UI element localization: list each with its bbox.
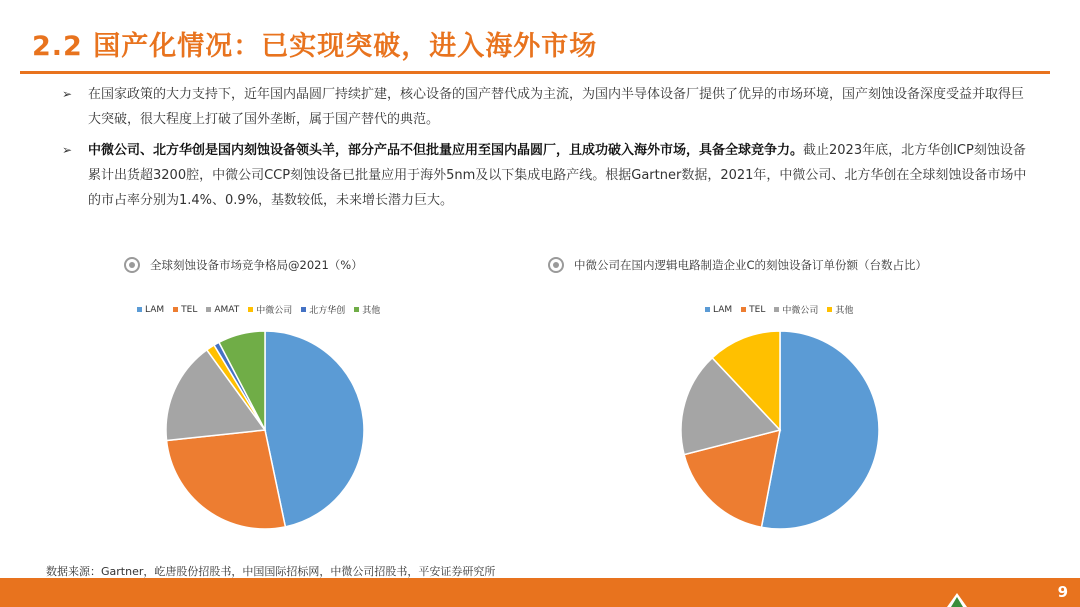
legend-item [206,305,239,315]
legend-swatch [206,307,211,312]
legend-swatch [774,307,779,312]
legend-label: 北方华创 [309,306,346,316]
bullet-bold-2: 中微公司、北方华创是国内刻蚀设备领头羊，部分产品不但批量应用至国内晶圆厂，且成功破入海外市场，具备全球竞争力。 [88,143,804,158]
chart2-title-row [548,257,927,273]
legend-swatch [301,307,306,312]
legend-swatch [354,307,359,312]
bullet-item-2 [62,138,1032,213]
footer-bar [0,578,1080,607]
pie-slice-2 [167,430,286,529]
bullet-text-2: 截止2023年底，北方华创ICP刻蚀设备累计出货超3200腔，中微公司CCP刻蚀设备已批量应用于海外5nm及以下集成电路产线。根据Gartner数据，2021年，中微公司、北方华创在全球刻蚀设备市场中的市占率分别为1.4%、0.9%，基数较低，未来增长潜力巨大。 [88,143,1027,208]
chart1-title-row [124,257,363,273]
legend-swatch [248,307,253,312]
legend-label: 中微公司 [256,306,293,316]
legend-label: TEL [181,304,198,315]
legend-swatch [705,307,710,312]
legend-label: TEL [749,304,766,315]
chart1-legend [137,303,380,316]
arrow-bullet-icon: ➢ [62,143,73,157]
legend-label: 中微公司 [782,306,819,316]
chart2-pie [675,325,885,535]
radio-bullet-icon [124,257,140,273]
legend-swatch [827,307,832,312]
bullet-list [62,82,1032,219]
legend-item [827,303,853,316]
page-title: 2.2 国产化情况：已实现突破，进入海外市场 [32,31,598,62]
legend-item [705,305,732,315]
legend-swatch [137,307,142,312]
bullet-text-1: 在国家政策的大力支持下，近年国内晶圆厂持续扩建，核心设备的国产替代成为主流，为国内半导体设备厂提供了优异的市场环境，国产刻蚀设备深度受益并取得巨大突破，很大程度上打破了国外垄断，属于国产替代的典范。 [88,87,1025,127]
legend-item [301,303,345,316]
chart1-pie [160,325,370,535]
legend-item [354,303,380,316]
title-divider [20,71,1050,74]
radio-bullet-icon [548,257,564,273]
legend-item [774,303,818,316]
legend-item [173,305,197,315]
legend-label: LAM [145,304,165,315]
page-number: 9 [1057,583,1068,601]
chart2-legend [705,303,853,316]
source-note: 数据来源：Gartner，屹唐股份招股书，中国国际招标网，中微公司招股书，平安证券研究所 [46,565,496,578]
legend-item [248,303,292,316]
company-logo-icon [946,592,968,607]
legend-swatch [173,307,178,312]
legend-label: 其他 [362,306,381,316]
legend-item [741,305,765,315]
chart2-title: 中微公司在国内逻辑电路制造企业C的刻蚀设备订单份额（台数占比） [574,258,928,272]
legend-label: LAM [713,304,733,315]
legend-item [137,305,164,315]
arrow-bullet-icon: ➢ [62,87,73,101]
chart1-title: 全球刻蚀设备市场竞争格局@2021（%） [150,258,363,272]
bullet-item-1 [62,82,1032,132]
legend-swatch [741,307,746,312]
legend-label: AMAT [214,304,240,315]
legend-label: 其他 [835,306,854,316]
